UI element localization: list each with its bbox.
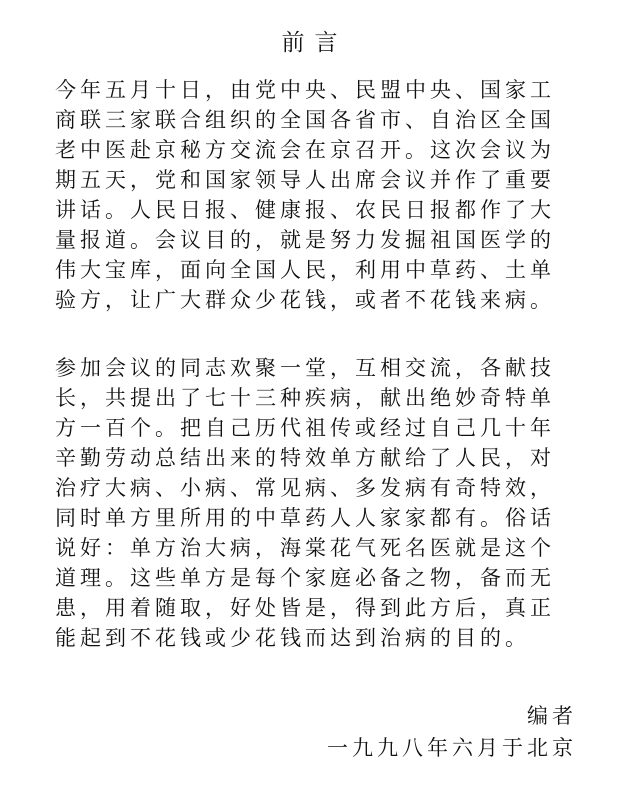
text-line: 说好：单方治大病，海棠花气死名医就是这个 (55, 536, 555, 560)
page-title: 前言 (281, 30, 348, 56)
text-line: 辛勤劳动总结出来的特效单方献给了人民，对 (55, 446, 555, 470)
text-line: 长，共提出了七十三种疾病，献出绝妙奇特单 (55, 386, 555, 410)
text-line: 患，用着随取，好处皆是，得到此方后，真正 (55, 596, 555, 620)
text-line: 伟大宝库，面向全国人民，利用中草药、土单 (55, 258, 555, 282)
signature-date-place: 一九九八年六月于北京 (327, 736, 577, 760)
text-line: 老中医赴京秘方交流会在京召开。这次会议为 (55, 138, 555, 162)
paragraph-2 (55, 353, 575, 653)
text-line: 期五天，党和国家领导人出席会议并作了重要 (55, 168, 555, 192)
text-line: 治疗大病、小病、常见病、多发病有奇特效， (55, 476, 555, 500)
text-line: 参加会议的同志欢聚一堂，互相交流，各献技 (55, 356, 555, 380)
text-line: 同时单方里所用的中草药人人家家都有。俗话 (55, 506, 555, 530)
text-line: 商联三家联合组织的全国各省市、自治区全国 (55, 108, 555, 132)
text-line: 量报道。会议目的，就是努力发掘祖国医学的 (55, 228, 555, 252)
text-line: 验方，让广大群众少花钱，或者不花钱来病。 (55, 288, 555, 312)
signature-editor: 编者 (527, 704, 577, 728)
text-line: 道理。这些单方是每个家庭必备之物，备而无 (55, 566, 555, 590)
text-line: 方一百个。把自己历代祖传或经过自己几十年 (55, 416, 555, 440)
text-line: 能起到不花钱或少花钱而达到治病的目的。 (55, 626, 530, 650)
paragraph-1 (55, 75, 575, 315)
text-line: 今年五月十日，由党中央、民盟中央、国家工 (55, 78, 555, 102)
text-line: 讲话。人民日报、健康报、农民日报都作了大 (55, 198, 555, 222)
